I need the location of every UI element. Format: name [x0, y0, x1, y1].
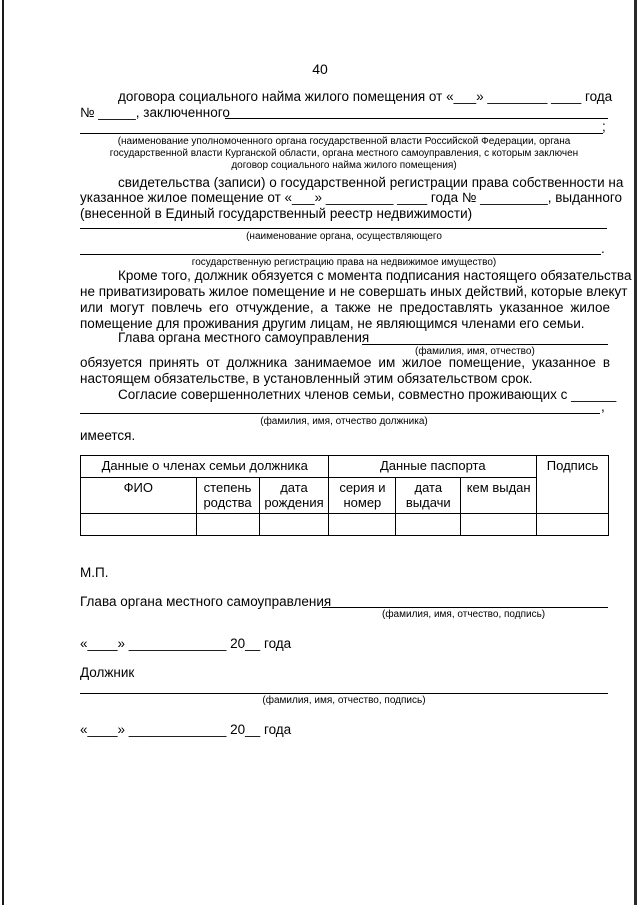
debtor-signature-caption: (фамилия, имя, отчество, подпись) — [262, 695, 426, 706]
certificate-line-3: (внесенной в Единый государственный реестр недвижимости) — [80, 206, 473, 221]
header-passport-data: Данные паспорта — [329, 456, 537, 478]
col-issue-date: дата выдачи — [396, 478, 461, 514]
registrar-blank-2 — [80, 254, 601, 255]
table-row — [81, 514, 609, 536]
consent-exists: имеется. — [80, 428, 136, 443]
col-fio: ФИО — [81, 478, 197, 514]
comma: , — [601, 399, 605, 414]
header-signature: Подпись — [537, 456, 609, 514]
semicolon: ; — [602, 119, 606, 134]
caption-authority-2: государственной власти Курганской области, органа местного самоуправления, с которым заключен — [109, 148, 579, 159]
obligation-line-4: помещение для проживания другим лицам, не являющимся членами его семьи. — [80, 316, 585, 331]
header-family-data: Данные о членах семьи должника — [81, 456, 329, 478]
caption-registrar-2: государственную регистрацию права на недвижимое имущество) — [191, 257, 497, 268]
col-birth-date: дата рождения — [259, 478, 329, 514]
caption-fio: (фамилия, имя, отчество) — [415, 346, 535, 357]
contract-party-blank-2 — [80, 133, 603, 134]
cell-signature — [537, 514, 609, 536]
cell-fio — [81, 514, 197, 536]
col-issued-by: кем выдан — [461, 478, 537, 514]
family-members-table — [80, 455, 609, 536]
cell-series-number — [329, 514, 396, 536]
cell-birth-date — [259, 514, 329, 536]
stamp-place: М.П. — [80, 565, 109, 580]
col-series-number: серия и номер — [329, 478, 396, 514]
accept-line-1: обязуется принять от должника занимаемое им жилое помещение, указанное в — [80, 355, 610, 370]
col-degree: степень родства — [196, 478, 259, 514]
head-signature-caption: (фамилия, имя, отчество, подпись) — [382, 609, 546, 620]
scan-edge-left — [2, 0, 4, 905]
contract-party-blank — [225, 118, 608, 119]
certificate-line-2: указанное жилое помещение от «___» _________ ____ года № _________, выданного — [80, 190, 623, 205]
head-signature-label: Глава органа местного самоуправления — [80, 594, 332, 609]
debtor-name-blank — [80, 413, 600, 414]
contract-number-line: № _____, заключенного — [80, 105, 230, 120]
accept-line-2: настоящем обязательстве, в установленный этим обязательством срок. — [80, 371, 533, 386]
obligation-line-3: или могут повлечь его отчуждение, а также не предоставлять указанное жилое — [80, 300, 610, 315]
cell-issue-date — [396, 514, 461, 536]
obligation-line-1: Кроме того, должник обязуется с момента подписания настоящего обязательства — [118, 268, 632, 283]
cell-issued-by — [461, 514, 537, 536]
certificate-line-1: свидетельства (записи) о государственной регистрации права собственности на — [118, 175, 624, 190]
head-name-blank — [362, 344, 608, 345]
scan-edge-right — [634, 0, 637, 905]
registrar-blank — [80, 228, 607, 229]
head-of-authority-label: Глава органа местного самоуправления — [118, 330, 370, 345]
head-signature-blank — [322, 607, 608, 608]
date-line-1: «____» _____________ 20__ года — [80, 636, 292, 651]
period: . — [601, 241, 605, 256]
contract-date-line: договора социального найма жилого помещения от «___» ________ ____ года — [118, 89, 613, 104]
debtor-signature-blank — [80, 693, 608, 694]
caption-debtor-fio: (фамилия, имя, отчество должника) — [260, 416, 428, 427]
caption-authority-1: (наименование уполномоченного органа государственной власти Российской Федерации, органа — [117, 136, 571, 147]
date-line-2: «____» _____________ 20__ года — [80, 722, 292, 737]
caption-registrar-1: (наименование органа, осуществляющего — [246, 231, 442, 242]
consent-line-1: Согласие совершеннолетних членов семьи, совместно проживающих с ______ — [118, 387, 617, 402]
obligation-line-2: не приватизировать жилое помещение и не совершать иных действий, которые влекут — [80, 284, 628, 299]
debtor-label: Должник — [80, 665, 135, 680]
page-number: 40 — [312, 61, 328, 77]
caption-authority-3: договор социального найма жилого помещения) — [231, 160, 457, 171]
cell-degree — [196, 514, 259, 536]
